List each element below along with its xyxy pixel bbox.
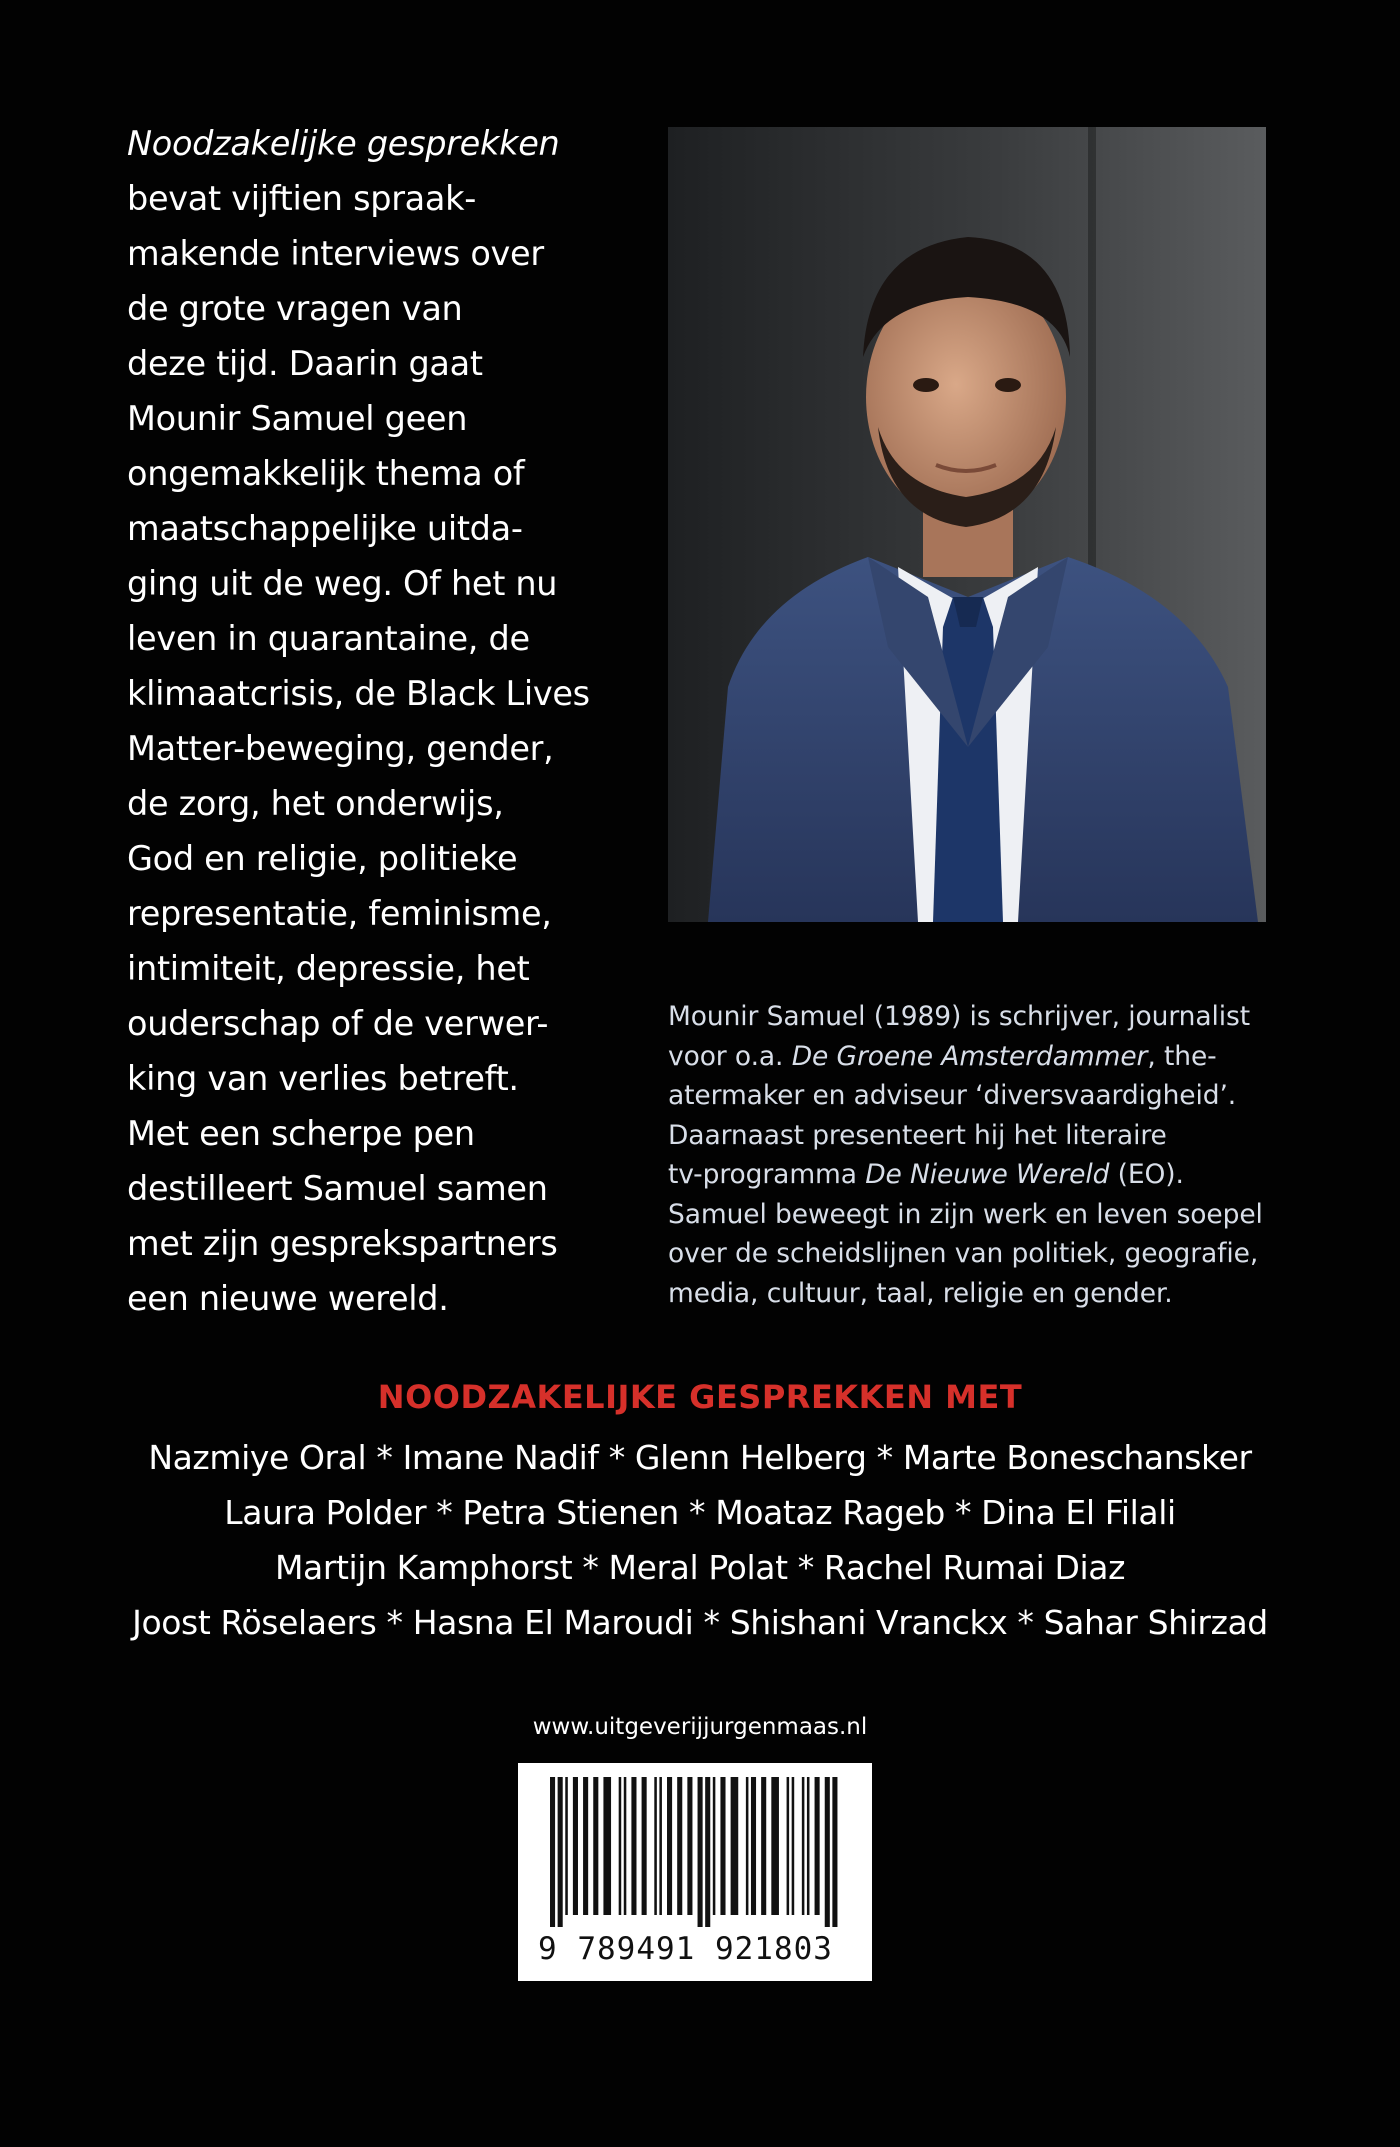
barcode-bar [792, 1777, 795, 1915]
bio-line: over de scheidslijnen van politiek, geografie, [668, 1238, 1259, 1269]
blurb-line: bevat vijftien spraak- [127, 179, 477, 218]
blurb-line: ongemakkelijk thema of [127, 454, 525, 493]
barcode-bar [619, 1777, 622, 1915]
barcode-bar [677, 1777, 682, 1915]
interviewees-line: Martijn Kamphorst * Meral Polat * Rachel Rumai Diaz [274, 1548, 1126, 1587]
barcode-bar [565, 1777, 568, 1915]
barcode-bar [659, 1777, 662, 1915]
barcode-bar [751, 1777, 756, 1915]
blurb-line: intimiteit, depressie, het [127, 949, 530, 988]
bio-line: tv-programma De Nieuwe Wereld (EO). [668, 1159, 1184, 1190]
blurb-line: maatschappelijke uitda- [127, 509, 523, 548]
book-title-italic: Noodzakelijke gesprekken [127, 124, 560, 163]
blurb-line: een nieuwe wereld. [127, 1279, 449, 1318]
barcode-bar [705, 1777, 710, 1927]
barcode-bar [832, 1777, 837, 1927]
publisher-website[interactable]: www.uitgeverijjurgenmaas.nl [532, 1714, 868, 1740]
blurb-line: God en religie, politieke [127, 839, 518, 878]
barcode-bar [746, 1777, 749, 1915]
back-cover-blurb [127, 116, 597, 1326]
interviewees-list [0, 1430, 1400, 1650]
interviewees-heading: NOODZAKELIJKE GESPREKKEN MET [377, 1378, 1023, 1416]
blurb-line: de zorg, het onderwijs, [127, 784, 504, 823]
barcode-bar [624, 1777, 627, 1915]
barcode-bar [807, 1777, 810, 1915]
barcode-bar [787, 1777, 790, 1915]
isbn-barcode [518, 1763, 872, 1981]
barcode-bar [825, 1777, 830, 1927]
barcode-bar [667, 1777, 672, 1915]
blurb-line: klimaatcrisis, de Black Lives [127, 674, 590, 713]
bio-line: media, cultuur, taal, religie en gender. [668, 1277, 1173, 1309]
barcode-bar [631, 1777, 636, 1915]
barcode-bar [771, 1777, 779, 1915]
blurb-line: representatie, feminisme, [127, 894, 552, 933]
barcode-bars [536, 1777, 854, 1927]
blurb-line: met zijn gesprekspartners [127, 1224, 558, 1263]
blurb-line: Met een scherpe pen [127, 1114, 475, 1153]
blurb-line: deze tijd. Daarin gaat [127, 344, 483, 383]
interviewees-line: Laura Polder * Petra Stienen * Moataz Rageb * Dina El Filali [224, 1493, 1176, 1532]
barcode-bar [713, 1777, 716, 1915]
barcode-bar [654, 1777, 657, 1915]
author-photo [668, 127, 1266, 922]
blurb-line: Mounir Samuel geen [127, 399, 468, 438]
barcode-bar [603, 1777, 611, 1915]
blurb-line: makende interviews over [127, 234, 544, 273]
interviewees-line: Joost Röselaers * Hasna El Maroudi * Shishani Vranckx * Sahar Shirzad [132, 1603, 1268, 1642]
barcode-bar [720, 1777, 725, 1915]
barcode-bar [687, 1777, 692, 1915]
interviewees-line: Nazmiye Oral * Imane Nadif * Glenn Helberg * Marte Boneschansker [148, 1438, 1252, 1477]
barcode-bar [731, 1777, 739, 1915]
bio-line: Mounir Samuel (1989) is schrijver, journalist [668, 1001, 1251, 1032]
barcode-bar [761, 1777, 766, 1915]
barcode-bar [802, 1777, 805, 1915]
barcode-bar [815, 1777, 820, 1915]
barcode-bar [698, 1777, 703, 1927]
bio-line: Samuel beweegt in zijn werk en leven soepel [668, 1198, 1263, 1230]
blurb-line: ging uit de weg. Of het nu [127, 564, 558, 603]
barcode-bar [558, 1777, 563, 1927]
blurb-line: king van verlies betreft. [127, 1059, 519, 1098]
blurb-line: leven in quarantaine, de [127, 619, 530, 658]
barcode-bar [583, 1777, 588, 1915]
bio-line: Daarnaast presenteert hij het literaire [668, 1119, 1167, 1151]
blurb-line: Matter-beweging, gender, [127, 729, 554, 768]
barcode-bar [642, 1777, 647, 1915]
bio-line: voor o.a. De Groene Amsterdammer, the- [668, 1040, 1217, 1072]
barcode-bar [550, 1777, 555, 1927]
blurb-line: de grote vragen van [127, 289, 463, 328]
bio-line: atermaker en adviseur ‘diversvaardigheid’. [668, 1080, 1237, 1111]
blurb-line: destilleert Samuel samen [127, 1169, 548, 1208]
blurb-line: ouderschap of de verwer- [127, 1004, 549, 1043]
barcode-bar [593, 1777, 598, 1915]
isbn-digits: 9 789491 921803 [538, 1931, 833, 1967]
author-bio [668, 997, 1308, 1313]
barcode-bar [573, 1777, 578, 1915]
